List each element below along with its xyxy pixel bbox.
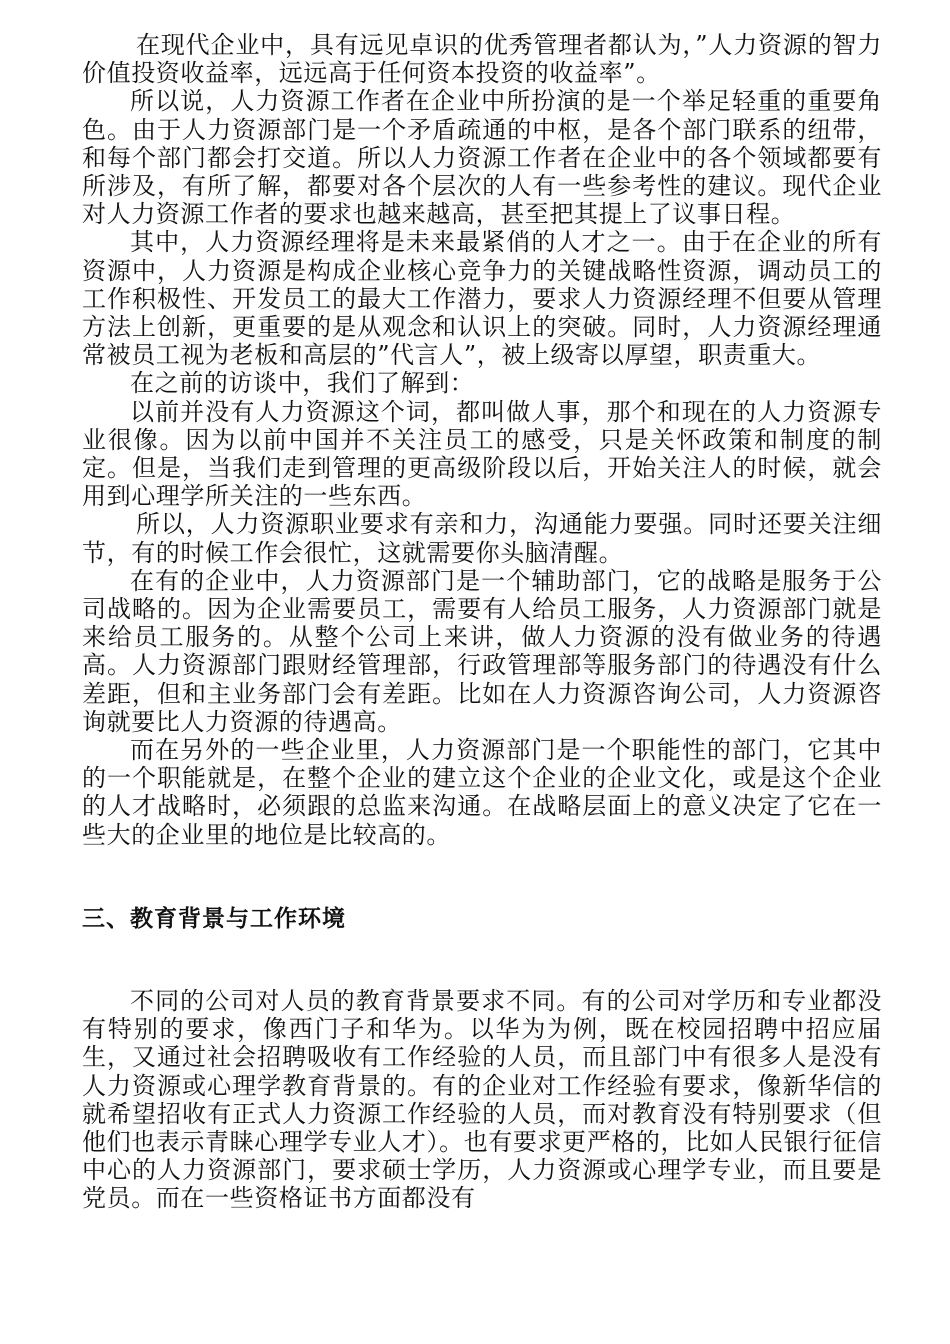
paragraph-interview-history: 以前并没有人力资源这个词，都叫做人事，那个和现在的人力资源专业很像。因为以前中国并不关注员工的感受，只是关怀政策和制度的制定。但是，当我们走到管理的更高级阶段以后，开始关注人的时候，就会用到心理学所关注的一些东西。 bbox=[82, 397, 882, 511]
paragraph-intro: 在现代企业中，具有远见卓识的优秀管理者都认为，”人力资源的智力价值投资收益率，远远高于任何资本投资的收益率”。 bbox=[82, 31, 882, 88]
section-heading: 三、教育背景与工作环境 bbox=[82, 905, 346, 932]
paragraph-hr-manager: 其中，人力资源经理将是未来最紧俏的人才之一。由于在企业的所有资源中，人力资源是构成企业核心竞争力的关键战略性资源，调动员工的工作积极性、开发员工的最大工作潜力，要求人力资源经理不但要从管理方法上创新，更重要的是从观念和认识上的突破。同时，人力资源经理通常被员工视为老板和高层的”代言人”，被上级寄以厚望，职责重大。 bbox=[82, 228, 882, 370]
paragraph-functional-department: 而在另外的一些企业里，人力资源部门是一个职能性的部门，它其中的一个职能就是，在整个企业的建立这个企业的企业文化，或是这个企业的人才战略时，必须跟的总监来沟通。在战略层面上的意义决定了它在一些大的企业里的地位是比较高的。 bbox=[82, 736, 882, 849]
paragraph-support-department: 在有的企业中，人力资源部门是一个辅助部门，它的战略是服务于公司战略的。因为企业需要员工，需要有人给员工服务，人力资源部门就是来给员工服务的。从整个公司上来讲，做人力资源的没有做业务的待遇高。人力资源部门跟财经管理部，行政管理部等服务部门的待遇没有什么差距，但和主业务部门会有差距。比如在人力资源咨询公司，人力资源咨询就要比人力资源的待遇高。 bbox=[82, 566, 882, 736]
paragraph-hr-role: 所以说，人力资源工作者在企业中所扮演的是一个举足轻重的重要角色。由于人力资源部门是一个矛盾疏通的中枢，是各个部门联系的纽带，和每个部门都会打交道。所以人力资源工作者在企业中的各个领域都要有所涉及，有所了解，都要对各个层次的人有一些参考性的建议。现代企业对人力资源工作者的要求也越来越高，甚至把其提上了议事日程。 bbox=[82, 87, 882, 229]
document-page bbox=[82, 31, 882, 1213]
paragraph-requirements: 所以，人力资源职业要求有亲和力，沟通能力要强。同时还要关注细节，有的时候工作会很忙，这就需要你头脑清醒。 bbox=[82, 510, 882, 567]
paragraph-interview-intro: 在之前的访谈中，我们了解到： bbox=[130, 369, 475, 398]
paragraph-education-background: 不同的公司对人员的教育背景要求不同。有的公司对学历和专业都没有特别的要求，像西门子和华为。以华为为例，既在校园招聘中招应届生，又通过社会招聘吸收有工作经验的人员，而且部门中有很多人是没有人力资源或心理学教育背景的。有的企业对工作经验有要求，像新华信的就希望招收有正式人力资源工作经验的人员，而对教育没有特别要求（但他们也表示青睐心理学专业人才）。也有要求更严格的，比如人民银行征信中心的人力资源部门，要求硕士学历，人力资源或心理学专业，而且要是党员。而在一些资格证书方面都没有 bbox=[82, 986, 882, 1213]
